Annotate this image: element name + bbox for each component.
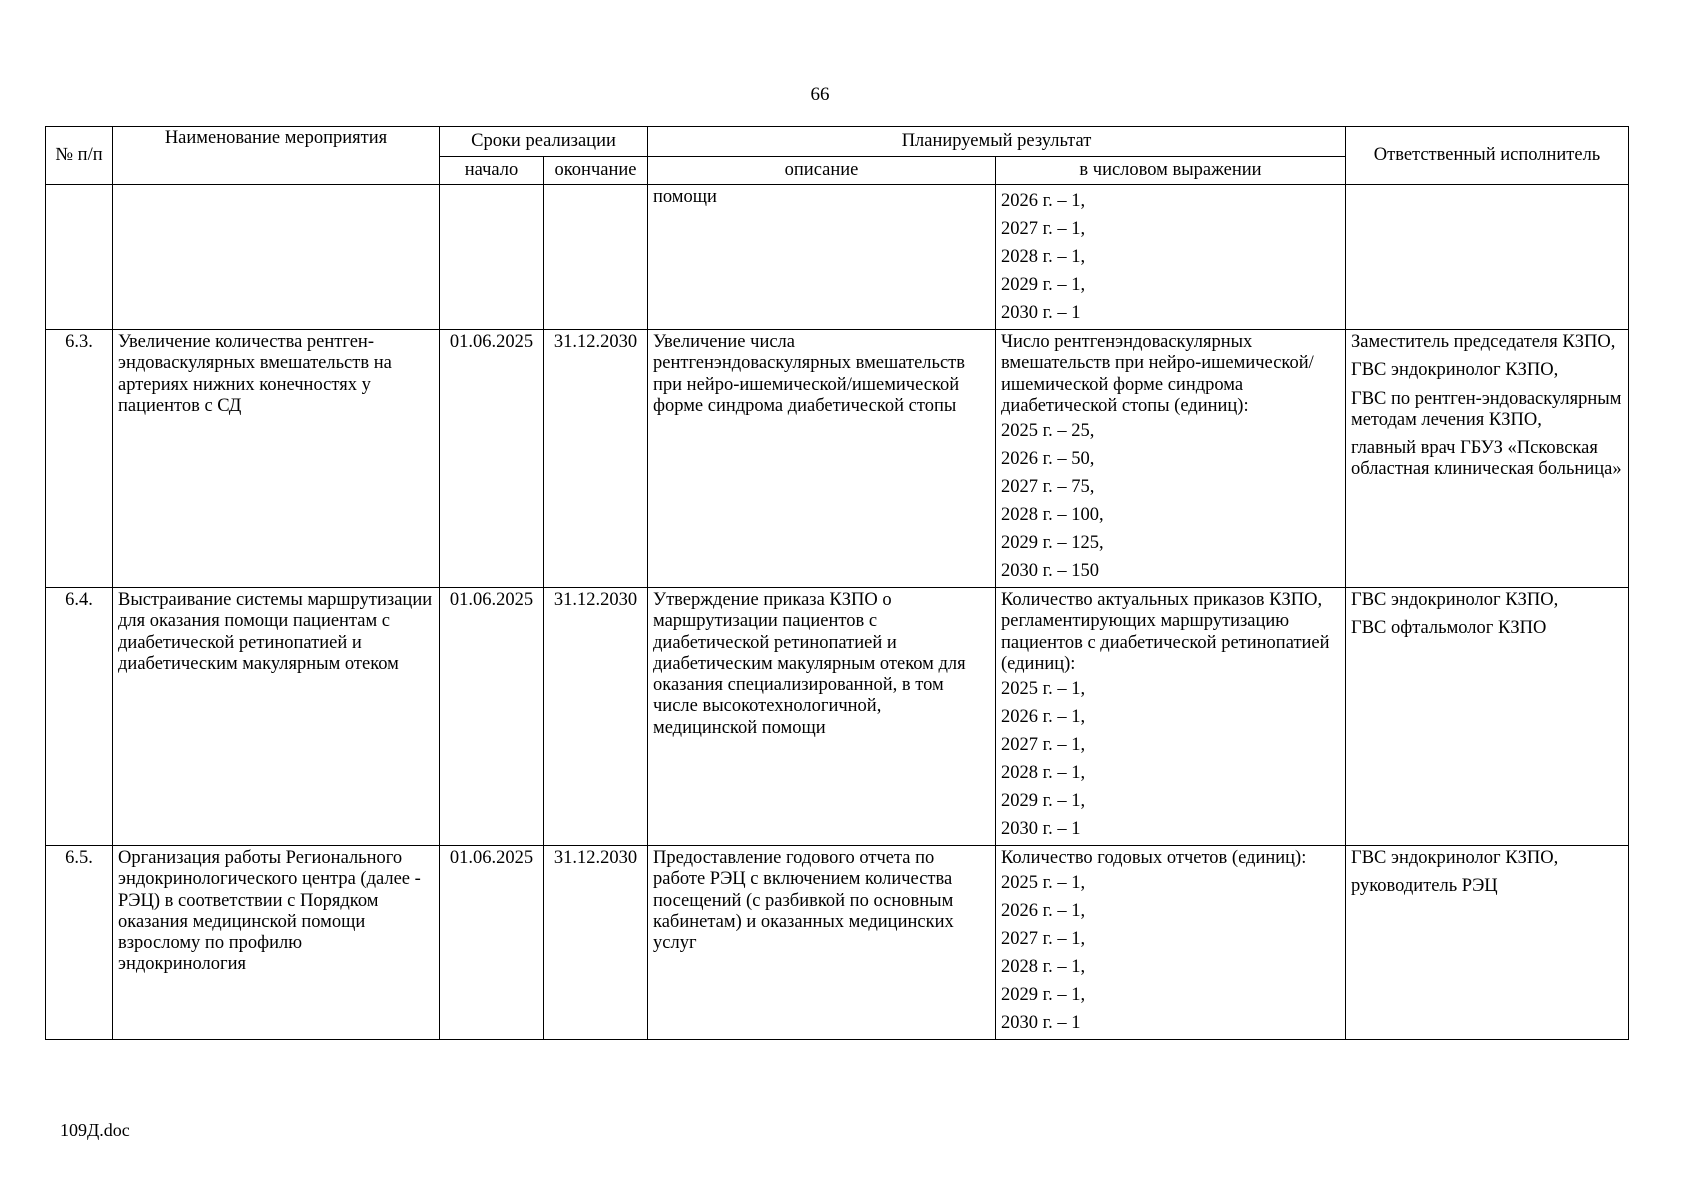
- page-number: 66: [810, 84, 830, 105]
- numeric-value: 2026 г. – 1,: [1001, 901, 1086, 922]
- numeric-value: 2026 г. – 50,: [1001, 449, 1095, 470]
- plan-table: [45, 126, 1629, 1040]
- numeric-value: 2027 г. – 1,: [1001, 735, 1086, 756]
- numeric-value: 2028 г. – 1,: [1001, 247, 1086, 267]
- numeric-value: 2030 г. – 150: [1001, 561, 1100, 582]
- row-end-date: 31.12.2030: [544, 330, 648, 588]
- header-result: Планируемый результат: [648, 127, 1346, 157]
- numeric-value: 2029 г. – 1,: [1001, 985, 1086, 1006]
- header-description: описание: [648, 157, 996, 185]
- row-start-date: [440, 185, 544, 330]
- row-numeric-result: [996, 846, 1346, 1040]
- row-responsible: [1346, 588, 1629, 846]
- numeric-value: 2025 г. – 1,: [1001, 873, 1086, 894]
- numeric-value: 2028 г. – 1,: [1001, 957, 1086, 978]
- row-number: 6.5.: [46, 846, 113, 1040]
- row-name: Организация работы Регионального эндокринологического центра (далее - РЭЦ) в соответствии с Порядком оказания медицинской помощи взрослому по профилю эндокринология: [113, 846, 440, 1040]
- table-row: [46, 846, 1629, 1040]
- numeric-value: 2028 г. – 1,: [1001, 763, 1086, 784]
- row-number: [46, 185, 113, 330]
- numeric-value: 2026 г. – 1,: [1001, 707, 1086, 728]
- header-num: № п/п: [46, 127, 113, 185]
- responsible-item: главный врач ГБУЗ «Псковская областная клиническая больница»: [1351, 438, 1622, 480]
- row-end-date: 31.12.2030: [544, 588, 648, 846]
- row-description: Утверждение приказа КЗПО о маршрутизации пациентов с диабетической ретинопатией и диабетическим макулярным отеком для оказания специализированной, в том числе высокотехнологичной, медицинской помощи: [648, 588, 996, 846]
- numeric-lead: Количество актуальных приказов КЗПО, регламентирующих маршрутизацию пациентов с диабетической ретинопатией (единиц):: [1001, 590, 1330, 674]
- numeric-value: 2025 г. – 1,: [1001, 679, 1086, 700]
- responsible-item: руководитель РЭЦ: [1351, 876, 1498, 897]
- header-start: начало: [440, 157, 544, 185]
- responsible-item: ГВС по рентген-эндоваскулярным методам лечения КЗПО,: [1351, 388, 1622, 430]
- responsible-item: ГВС эндокринолог КЗПО,: [1351, 848, 1559, 869]
- row-end-date: 31.12.2030: [544, 846, 648, 1040]
- numeric-lead: Число рентгенэндоваскулярных вмешательств при нейро-ишемической/ишемической форме синдрома диабетической стопы (единиц):: [1001, 332, 1314, 416]
- row-numeric-result: [996, 588, 1346, 846]
- row-start-date: 01.06.2025: [440, 846, 544, 1040]
- row-name: Увеличение количества рентген-эндоваскулярных вмешательств на артериях нижних конечностях у пациентов с СД: [113, 330, 440, 588]
- table-row: [46, 588, 1629, 846]
- row-responsible: [1346, 185, 1629, 330]
- row-description: помощи: [648, 185, 996, 330]
- header-numeric: в числовом выражении: [996, 157, 1346, 185]
- row-numeric-result: [996, 185, 1346, 330]
- row-description: Увеличение числа рентгенэндоваскулярных вмешательств при нейро-ишемической/ишемической форме синдрома диабетической стопы: [648, 330, 996, 588]
- header-name: Наименование мероприятия: [113, 127, 440, 185]
- responsible-item: ГВС эндокринолог КЗПО,: [1351, 360, 1559, 381]
- table-row: [46, 185, 1629, 330]
- numeric-value: 2025 г. – 25,: [1001, 421, 1095, 442]
- row-start-date: 01.06.2025: [440, 330, 544, 588]
- numeric-value: 2026 г. – 1,: [1001, 191, 1086, 211]
- row-number: 6.4.: [46, 588, 113, 846]
- numeric-value: 2030 г. – 1: [1001, 303, 1081, 323]
- row-name: Выстраивание системы маршрутизации для оказания помощи пациентам с диабетической ретинопатией и диабетическим макулярным отеком: [113, 588, 440, 846]
- numeric-value: 2029 г. – 1,: [1001, 791, 1086, 812]
- header-responsible: Ответственный исполнитель: [1346, 127, 1629, 185]
- table-row: [46, 330, 1629, 588]
- row-number: 6.3.: [46, 330, 113, 588]
- numeric-value: 2029 г. – 125,: [1001, 533, 1104, 554]
- row-description: Предоставление годового отчета по работе РЭЦ с включением количества посещений (с разбивкой по основным кабинетам) и оказанных медицинских услуг: [648, 846, 996, 1040]
- row-responsible: [1346, 330, 1629, 588]
- header-end: окончание: [544, 157, 648, 185]
- row-responsible: [1346, 846, 1629, 1040]
- plan-table-body: [46, 185, 1629, 1040]
- numeric-value: 2027 г. – 1,: [1001, 929, 1086, 950]
- document-filename: 109Д.doc: [60, 1120, 130, 1140]
- numeric-value: 2030 г. – 1: [1001, 1013, 1081, 1034]
- numeric-lead: Количество годовых отчетов (единиц):: [1001, 848, 1307, 869]
- responsible-item: Заместитель председателя КЗПО,: [1351, 332, 1616, 352]
- row-numeric-result: [996, 330, 1346, 588]
- numeric-value: 2029 г. – 1,: [1001, 275, 1086, 295]
- numeric-value: 2027 г. – 75,: [1001, 477, 1095, 498]
- responsible-item: ГВС эндокринолог КЗПО,: [1351, 590, 1559, 611]
- numeric-value: 2027 г. – 1,: [1001, 219, 1086, 239]
- row-start-date: 01.06.2025: [440, 588, 544, 846]
- header-terms: Сроки реализации: [440, 127, 648, 157]
- row-name: [113, 185, 440, 330]
- row-end-date: [544, 185, 648, 330]
- responsible-item: ГВС офтальмолог КЗПО: [1351, 618, 1547, 639]
- numeric-value: 2028 г. – 100,: [1001, 505, 1104, 526]
- numeric-value: 2030 г. – 1: [1001, 819, 1081, 840]
